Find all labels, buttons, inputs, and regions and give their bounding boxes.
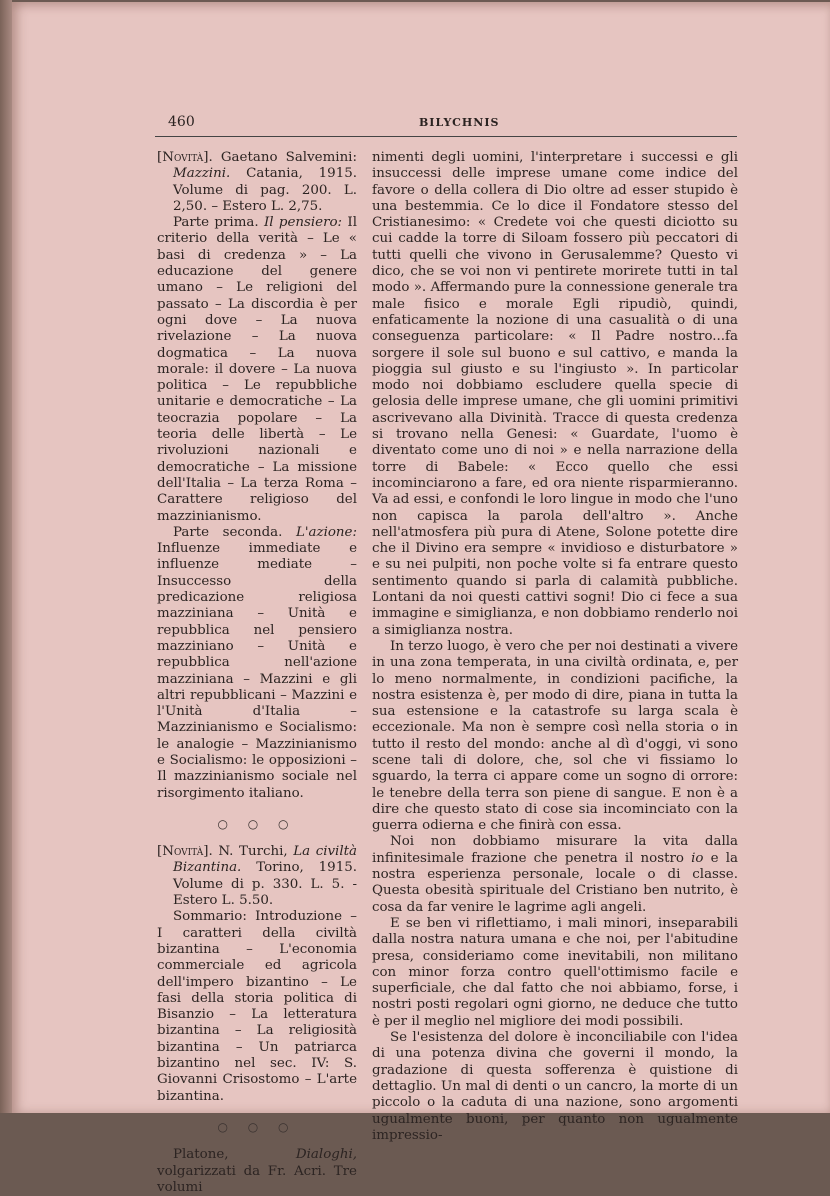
entry-tag: [Novità]. (157, 844, 213, 860)
summary-label: Sommario: (173, 909, 247, 925)
separator: ○ ○ ○ (217, 1119, 297, 1134)
paragraph-text: e la nostra esperienza personale, locale o di classe. Questa obesità spirituale del Cristiano ben nutrito, è cosa da far venire le lagrime agli angeli. (372, 850, 738, 915)
paragraph-text: Noi non dobbiamo misurare la vita dalla infinitesimale frazione che penetra il nostro (372, 834, 738, 866)
page-header (155, 114, 737, 137)
entry-author: Gaetano Salvemini: (220, 150, 357, 165)
summary-text: Introduzione – I caratteri della civiltà bizantina – L'economia commerciale ed agricola dell'impero bizantino – Le fasi della storia politica di Bisanzio – La letteratura bizantina – La religiosità bizantina – Un patriarca bizantino nel sec. IV: S. Giovanni Crisostomo – L'arte bizantina. (157, 909, 357, 1104)
part-one-label: Parte prima. (173, 215, 259, 231)
entry-tag: [Novità]. (157, 150, 213, 165)
part-one-text: Il criterio della verità – Le « basi di credenza » – La educazione del genere umano – Le religioni del passato – La discordia è per ogni dove – La nuova rivelazione – La nuova dogmatica – La nuova morale: il dovere – La nuova politica – Le repubbliche unitarie e democratiche – La teocrazia popolare – La teoria delle libertà – Le rivoluzioni nazionali e democratiche – La missione dell'Italia – La terza Roma – Carattere religioso del mazzinianismo. (157, 215, 357, 524)
emphasis-io: io (691, 850, 704, 866)
part-two (157, 525, 357, 802)
page-number: 460 (168, 114, 195, 130)
part-one-title: Il pensiero: (263, 215, 343, 231)
entry-author: N. Turchi, (218, 844, 288, 860)
entry-platone (157, 1147, 357, 1196)
entry-title: La civiltà Bizantina. (173, 844, 357, 876)
entry-title: Dialoghi, (295, 1147, 357, 1163)
running-title: BILYCHNIS (419, 116, 500, 129)
left-column (157, 150, 357, 1196)
entry-title: Mazzini. (173, 166, 231, 182)
paragraph: In terzo luogo, è vero che per noi destinati a vivere in una zona temperata, in una civiltà ordinata, e, per lo meno normalmente, in condizioni pacifiche, la nostra esistenza è, per modo di dire, piana in tutta la sua estensione e la catastrofe su larga scala è eccezionale. Ma non è sempre così nella storia o in tutto il resto del mondo: anche al dì d'oggi, vi sono scene tali di dolore, che, sol che vi fissiamo lo sguardo, la terra ci appare come un sogno di orrore: le tenebre della terra son piene di sangue. E non è a dire che questo stato di cose sia incominciato con la guerra odierna e che finirà con essa. (372, 638, 738, 834)
entry-details: volgarizzati da Fr. Acri. Tre volumi (157, 1163, 357, 1195)
entry-details: Catania, 1915. Volume di pag. 200. L. 2,50. – Estero L. 2,75. (173, 166, 357, 214)
part-two-label: Parte seconda. (173, 524, 283, 540)
book-spine-edge (0, 0, 12, 1113)
separator: ○ ○ ○ (217, 816, 297, 831)
entry-author: Platone, (173, 1147, 229, 1163)
paragraph (372, 834, 738, 915)
entry-turchi (157, 844, 357, 909)
paragraph: E se ben vi riflettiamo, i mali minori, inseparabili dalla nostra natura umana e che noi, per l'abitudine presa, consideriamo come inevitabili, non militano con minor forza contro quell'ottimismo facile e superficiale, che dal fatto che noi abbiamo, forse, i nostri posti regolari ogni giorno, ne deduce che tutto è per il meglio nel migliore dei modi possibili. (372, 915, 738, 1029)
entry-salvemini (157, 150, 357, 215)
right-column (372, 150, 738, 1144)
paragraph: Se l'esistenza del dolore è inconciliabile con l'idea di una potenza divina che governi il mondo, la gradazione di questa sofferenza è quistione di dettaglio. Un mal di denti o un cancro, la morte di un piccolo o la caduta di una nazione, sono argomenti ugualmente buoni, per quanto non ugualmente impressio- (372, 1030, 738, 1143)
part-two-title: L'azione: (295, 524, 357, 540)
entry-details: Torino, 1915. Volume di p. 330. L. 5. - Estero L. 5.50. (173, 860, 357, 909)
summary (157, 909, 357, 1105)
part-one (157, 215, 357, 525)
part-two-text: Influenze immediate e influenze mediate – Insuccesso della predicazione religiosa mazziniana – Unità e repubblica nel pensiero mazziniano – Unità e repubblica nell'azione mazziniana – Mazzini e gli altri repubblicani – Mazzini e l'Unità d'Italia – Mazzinianismo e Socialismo: le analogie – Mazzinianismo e Socialismo: le opposizioni – Il mazzinianismo sociale nel risorgimento italiano. (157, 541, 357, 801)
paragraph: nimenti degli uomini, l'interpretare i successi e gli insuccessi delle imprese umane come indice del favore o della collera di Dio oltre ad esser stupido è una bestemmia. Ce lo dice il Fondatore stesso del Cristianesimo: « Credete voi che questi diciotto su cui cadde la torre di Siloam fossero più peccatori di tutti quelli che vivono in Gerusalemme? Questo vi dico, che se voi non vi pentirete morirete tutti in tal modo ». Affermando pure la connessione generale tra male fisico e morale Egli ripudiò, quindi, enfaticamente la nozione di una casualità o di una conseguenza particolare: « Il Padre nostro...fa sorgere il sole sul buono e sul cattivo, e manda la pioggia sul giusto e su l'ingiusto ». In particolar modo noi dobbiamo escludere quella specie di gelosia delle imprese umane, che gli uomini primitivi ascrivevano alla Divinità. Tracce di questa credenza si trovano nella Genesi: « Guardate, l'uomo è diventato come uno di noi » e nella narrazione della torre di Babele: « Ecco quello che essi incominciarono a fare, ed ora niente risparmieranno. Va ad essi, e confondi le loro lingue in modo che l'uno non capisca la parola dell'altro ». Anche nell'atmosfera più pura di Atene, Solone potette dire che il Divino era sempre « invidioso e disturbatore » e su nei pulpiti, non poche volte si fa entrare questo sentimento quando si parla di calamità pubbliche. Lontani da noi questi cattivi sogni! Dio ci fece a sua immagine e simiglianza, e non dobbiamo renderlo noi a simiglianza nostra. (372, 150, 738, 638)
